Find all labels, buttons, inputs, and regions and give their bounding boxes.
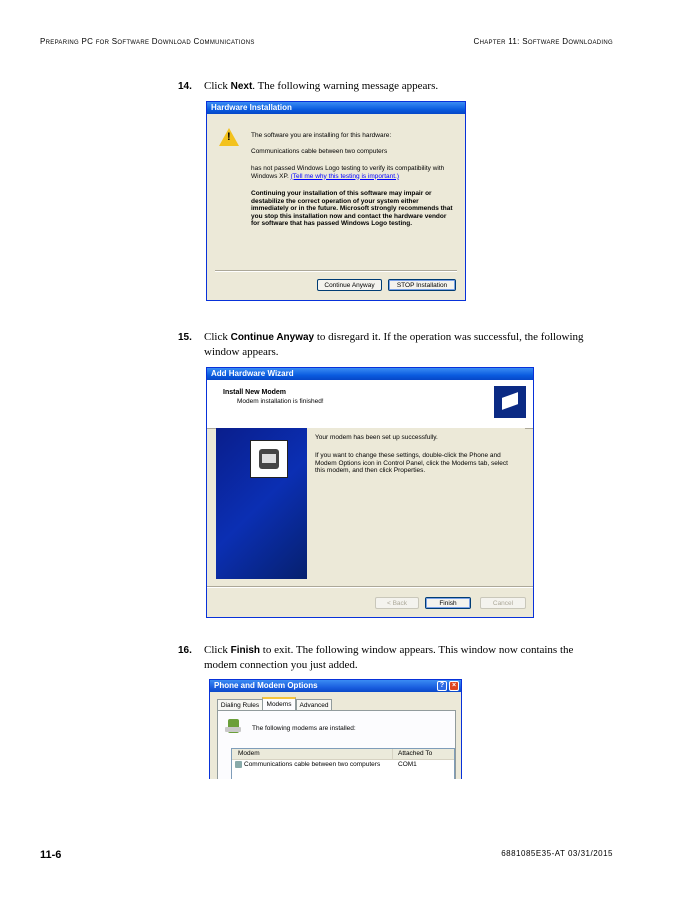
modem-row-icon (235, 761, 242, 768)
running-header-right: Chapter 11: Software Downloading (473, 37, 613, 46)
hardware-installation-dialog (206, 101, 466, 301)
divider (207, 586, 533, 588)
wizard-header-title: Install New Modem (223, 389, 287, 396)
list-header (232, 749, 454, 760)
phone-modem-options-dialog (209, 679, 462, 779)
warning-icon: ! (219, 128, 239, 146)
finish-button[interactable]: Finish (425, 597, 471, 609)
step-15 (178, 330, 608, 360)
wizard-side-panel (216, 428, 307, 579)
page-number: 11-6 (40, 849, 62, 861)
why-testing-link[interactable]: (Tell me why this testing is important.) (290, 172, 400, 180)
document-id: 6881085E35-AT 03/31/2015 (501, 849, 613, 858)
device-name: Communications cable between two computers (251, 148, 388, 155)
step-keyword: Continue Anyway (230, 332, 315, 343)
step-keyword: Finish (230, 645, 261, 656)
cancel-button[interactable]: Cancel (480, 597, 526, 609)
step-number: 14. (178, 81, 192, 92)
step-text: Click (204, 80, 231, 92)
warning-line: The software you are installing for this hardware: (251, 132, 392, 139)
close-icon[interactable]: × (449, 681, 459, 691)
step-text: to disregard it. If the operation was successful, the following window appears. (204, 331, 584, 358)
tab-modems[interactable]: Modems (262, 697, 296, 710)
success-message: Your modem has been set up successfully. (315, 434, 438, 441)
divider (215, 270, 457, 272)
column-attached-to[interactable]: Attached To (392, 749, 432, 759)
tab-advanced[interactable]: Advanced (296, 699, 332, 710)
modem-name: Communications cable between two computers (244, 761, 381, 768)
modems-panel (217, 710, 456, 779)
step-14 (178, 79, 608, 94)
dialog-title-bar (210, 680, 461, 692)
step-text: Click (204, 644, 231, 656)
dialog-title: Phone and Modem Options (214, 681, 318, 690)
table-row[interactable] (232, 760, 454, 769)
modem-icon (228, 719, 239, 733)
wizard-header (207, 380, 533, 429)
step-number: 16. (178, 645, 192, 656)
warning-paragraph: Continuing your installation of this software may impair or destabilize the correct operation of your system either immediately or in the future. Microsoft strongly recommends that you stop this installation now and contact the hardware vendor for software that has passed Windows Logo testing. (251, 190, 453, 227)
wizard-header-subtitle: Modem installation is finished! (237, 398, 324, 405)
stop-installation-button[interactable]: STOP Installation (388, 279, 456, 291)
step-text: to exit. The following window appears. This window now contains the modem connection you just added. (204, 644, 574, 671)
hardware-icon (493, 385, 527, 419)
modem-port: COM1 (398, 761, 417, 768)
tab-dialing-rules[interactable]: Dialing Rules (217, 699, 263, 710)
step-text: . The following warning message appears. (252, 80, 439, 92)
wizard-body (307, 428, 525, 579)
step-number: 15. (178, 332, 192, 343)
step-text: Click (204, 331, 231, 343)
column-modem[interactable]: Modem (238, 750, 260, 757)
dialog-title: Add Hardware Wizard (207, 368, 533, 380)
help-icon[interactable]: ? (437, 681, 447, 691)
add-hardware-wizard-dialog (206, 367, 534, 618)
modems-intro: The following modems are installed: (252, 725, 356, 732)
running-header-left: Preparing PC for Software Download Communications (40, 37, 255, 46)
back-button[interactable]: < Back (375, 597, 419, 609)
dialog-title: Hardware Installation (207, 102, 465, 114)
settings-instructions: If you want to change these settings, double-click the Phone and Modem Options icon in Control Panel, click the Modems tab, select this modem, and then click Properties. (315, 452, 508, 474)
telephone-icon (250, 440, 288, 478)
logo-test-text (251, 165, 456, 180)
step-keyword: Next (230, 81, 253, 92)
continue-anyway-button[interactable]: Continue Anyway (317, 279, 382, 291)
step-16 (178, 643, 608, 673)
logo-test-line: has not passed Windows Logo testing to verify its compatibility with Windows XP. (251, 165, 445, 180)
modem-list (231, 748, 455, 779)
